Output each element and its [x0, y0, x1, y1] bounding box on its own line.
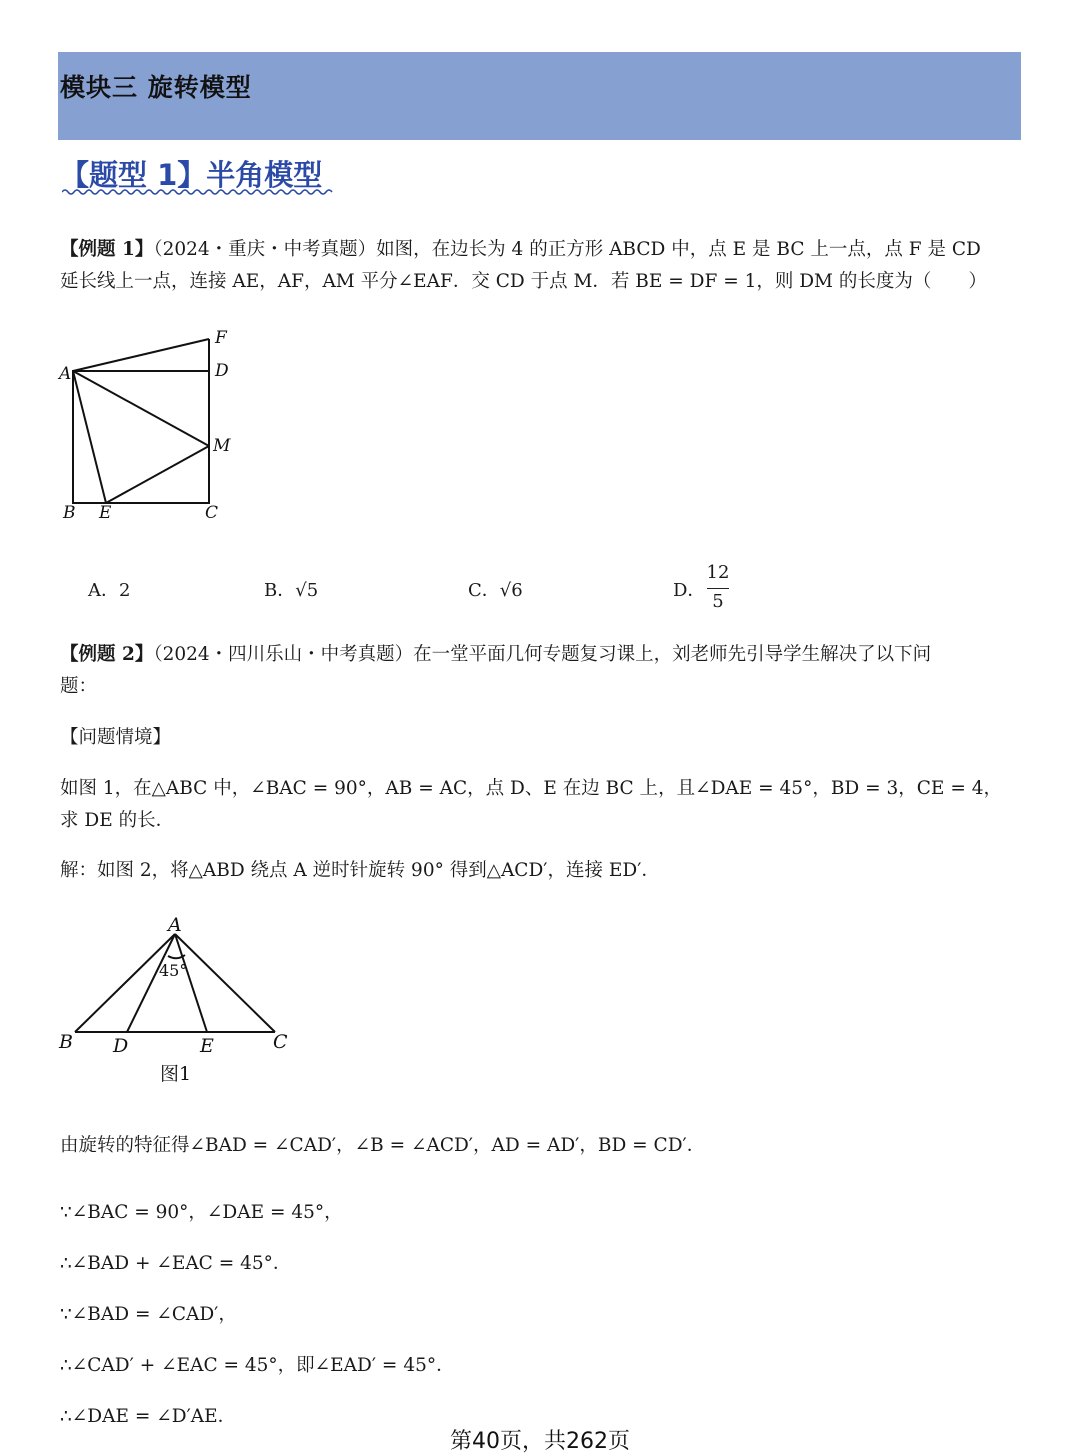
- module-title: 模块三 旋转模型: [60, 73, 252, 102]
- label-E: E: [99, 503, 112, 523]
- triangle-figure: [55, 912, 305, 1092]
- label-M: M: [213, 436, 231, 456]
- tri-label-A: A: [168, 914, 182, 936]
- page-footer: 第40页，共262页: [450, 1429, 630, 1454]
- tri-label-B: B: [59, 1031, 73, 1053]
- label-C: C: [205, 503, 219, 523]
- example1-label: 【例题 1】: [60, 239, 154, 260]
- square-figure: [55, 325, 245, 525]
- situation-heading: 【问题情境】: [60, 727, 172, 748]
- example2-label: 【例题 2】: [60, 644, 154, 665]
- option-d-label: D．: [673, 580, 706, 601]
- tri-label-E: E: [200, 1035, 214, 1057]
- tri-label-C: C: [273, 1031, 288, 1053]
- figure-caption: 图1: [160, 1063, 192, 1085]
- step-6: ∴∠DAE = ∠D′AE．: [60, 1406, 237, 1427]
- option-d-numerator: 12: [706, 562, 730, 583]
- label-A: A: [59, 364, 72, 384]
- label-B: B: [63, 503, 76, 523]
- step-4: ∵∠BAD = ∠CAD′，: [60, 1304, 237, 1325]
- solution-intro: 解：如图 2，将△ABD 绕点 A 逆时针旋转 90° 得到△ACD′，连接 ED′．: [60, 860, 660, 881]
- example1-line1: 【例题 1】（2024・重庆・中考真题）如图，在边长为 4 的正方形 ABCD 中，点 E 是 BC 上一点，点 F 是 CD: [60, 239, 981, 260]
- option-a: A．2: [88, 580, 131, 601]
- example2-line2: 题：: [60, 676, 98, 697]
- label-F: F: [215, 328, 227, 348]
- label-D: D: [215, 361, 229, 381]
- tri-label-D: D: [113, 1035, 129, 1057]
- option-c: C．√6: [468, 580, 523, 601]
- step-1: 由旋转的特征得∠BAD = ∠CAD′，∠B = ∠ACD′，AD = AD′，BD = CD′．: [60, 1135, 706, 1156]
- problem-line2: 求 DE 的长．: [60, 810, 175, 831]
- option-b: B．√5: [264, 580, 319, 601]
- fraction-bar: [707, 588, 729, 589]
- example1-line2: 延长线上一点，连接 AE，AF，AM 平分∠EAF．交 CD 于点 M．若 BE = DF = 1，则 DM 的长度为（ ）: [60, 271, 987, 292]
- type-heading: 【题型 1】半角模型: [60, 158, 323, 192]
- angle-label: 45°: [159, 961, 188, 980]
- step-5: ∴∠CAD′ + ∠EAC = 45°，即∠EAD′ = 45°．: [60, 1355, 455, 1376]
- step-2: ∵∠BAC = 90°，∠DAE = 45°，: [60, 1202, 343, 1223]
- option-d-denominator: 5: [712, 591, 724, 612]
- problem-line1: 如图 1，在△ABC 中，∠BAC = 90°，AB = AC，点 D、E 在边 BC 上，且∠DAE = 45°，BD = 3，CE = 4，: [60, 778, 1002, 799]
- wavy-underline: [62, 188, 334, 196]
- step-3: ∴∠BAD + ∠EAC = 45°．: [60, 1253, 292, 1274]
- example2-line1: 【例题 2】（2024・四川乐山・中考真题）在一堂平面几何专题复习课上，刘老师先引导学生解决了以下问: [60, 644, 932, 665]
